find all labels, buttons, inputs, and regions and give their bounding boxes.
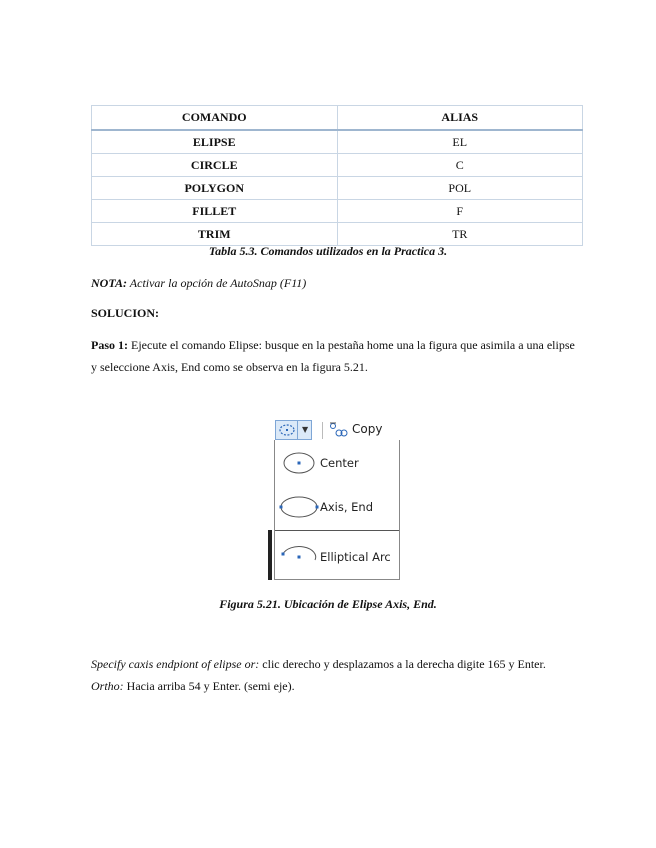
ortho-paragraph (91, 675, 581, 697)
copy-label[interactable]: Copy (352, 422, 383, 436)
figure-caption: Figura 5.21. Ubicación de Elipse Axis, End. (219, 597, 437, 611)
ribbon-toolbar (268, 420, 402, 441)
command-cell: ELIPSE (92, 130, 338, 154)
step-1-text: Ejecute el comando Elipse: busque en la pestaña home una la figura que asimila a una elipse y seleccione Axis, End como se observa en la figura 5.21. (91, 338, 575, 374)
command-cell: CIRCLE (92, 154, 338, 177)
table-row (92, 177, 583, 200)
ellipse-center-icon (277, 421, 297, 439)
note-label: NOTA: (91, 276, 127, 290)
ellipse-split-button[interactable] (275, 420, 312, 440)
menu-item-label: Center (320, 456, 359, 470)
column-header-comando: COMANDO (92, 106, 338, 131)
alias-cell: TR (337, 223, 583, 246)
chevron-down-icon[interactable]: ▼ (302, 425, 309, 434)
table-row (92, 200, 583, 223)
alias-cell: F (337, 200, 583, 223)
ortho-label: Ortho: (91, 679, 124, 693)
note-text: Activar la opción de AutoSnap (F11) (127, 276, 307, 290)
commands-table (91, 105, 583, 246)
column-header-alias: ALIAS (337, 106, 583, 131)
menu-item-label: Axis, End (320, 500, 374, 514)
elliptical-arc-icon (277, 542, 321, 572)
alias-cell: C (337, 154, 583, 177)
ortho-text: Hacia arriba 54 y Enter. (semi eje). (123, 679, 295, 693)
specify-paragraph (91, 653, 581, 675)
solution-heading: SOLUCION: (91, 306, 160, 320)
ellipse-dropdown-menu (274, 440, 400, 580)
background-fragment (268, 530, 272, 580)
table-row (92, 154, 583, 177)
step-1-label: Paso 1: (91, 338, 128, 352)
menu-item-axis-end[interactable] (275, 490, 399, 526)
alias-cell: POL (337, 177, 583, 200)
table-header-row (92, 106, 583, 131)
menu-item-elliptical-arc[interactable] (275, 540, 399, 576)
alias-cell: EL (337, 130, 583, 154)
table-row (92, 223, 583, 246)
ellipse-dropdown-figure (268, 420, 402, 580)
table-row (92, 130, 583, 154)
command-cell: FILLET (92, 200, 338, 223)
menu-item-center[interactable] (275, 446, 399, 482)
menu-item-label: Elliptical Arc (320, 550, 391, 564)
ellipse-center-icon (279, 448, 319, 478)
table-caption: Tabla 5.3. Comandos utilizados en la Practica 3. (208, 244, 448, 258)
command-cell: TRIM (92, 223, 338, 246)
command-cell: POLYGON (92, 177, 338, 200)
ellipse-axis-end-icon (277, 492, 321, 522)
step-1-paragraph (91, 334, 581, 378)
copy-icon[interactable] (328, 421, 350, 439)
specify-text: clic derecho y desplazamos a la derecha digite 165 y Enter. (259, 657, 546, 671)
specify-label: Specify caxis endpiont of elipse or: (91, 657, 260, 671)
note-paragraph (91, 272, 581, 294)
